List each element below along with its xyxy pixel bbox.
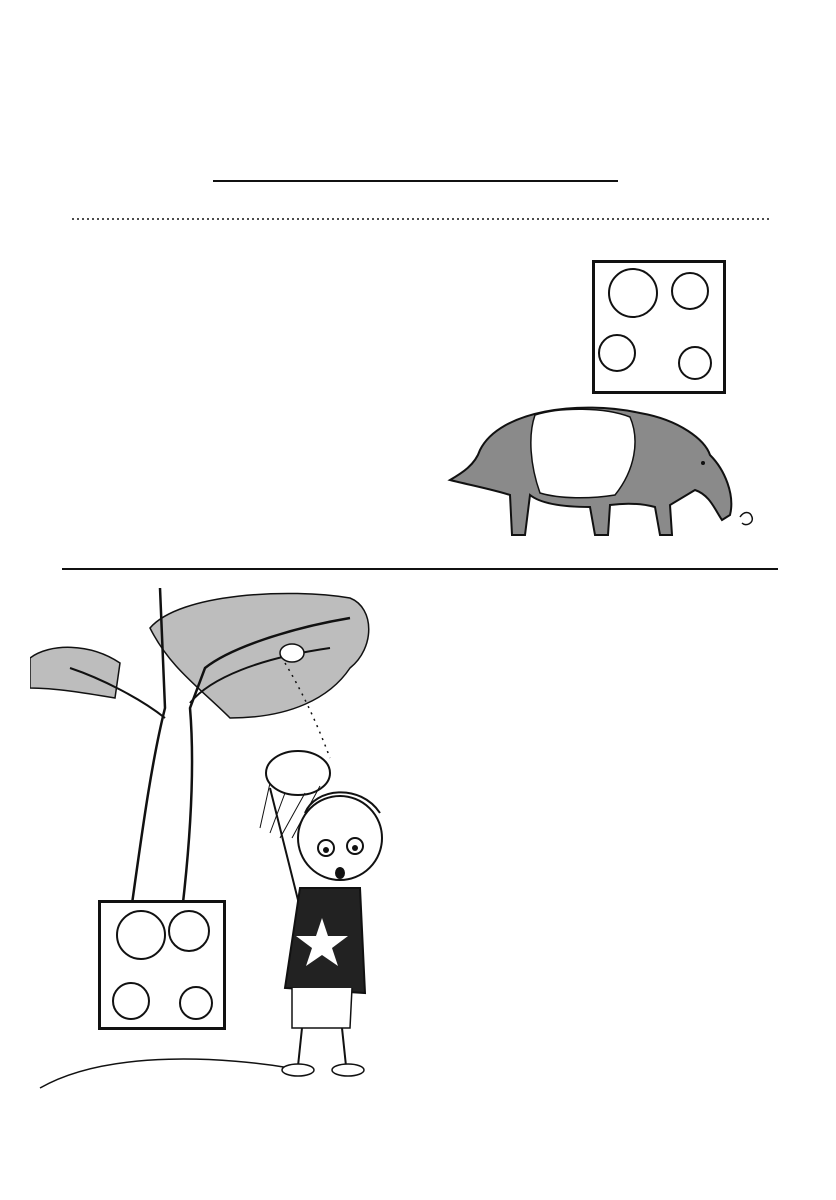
ornament-divider-top bbox=[0, 206, 836, 232]
tapir-illustration bbox=[440, 395, 760, 545]
flower-decoration-icon bbox=[595, 263, 723, 391]
tree-and-boy-illustration bbox=[30, 588, 400, 1108]
tapir-kanji-box bbox=[592, 260, 726, 394]
flower-decoration-icon bbox=[101, 903, 223, 1027]
ornament-divider-middle bbox=[0, 556, 836, 582]
title-underline bbox=[213, 180, 618, 182]
cicada-kanji-box bbox=[98, 900, 226, 1030]
